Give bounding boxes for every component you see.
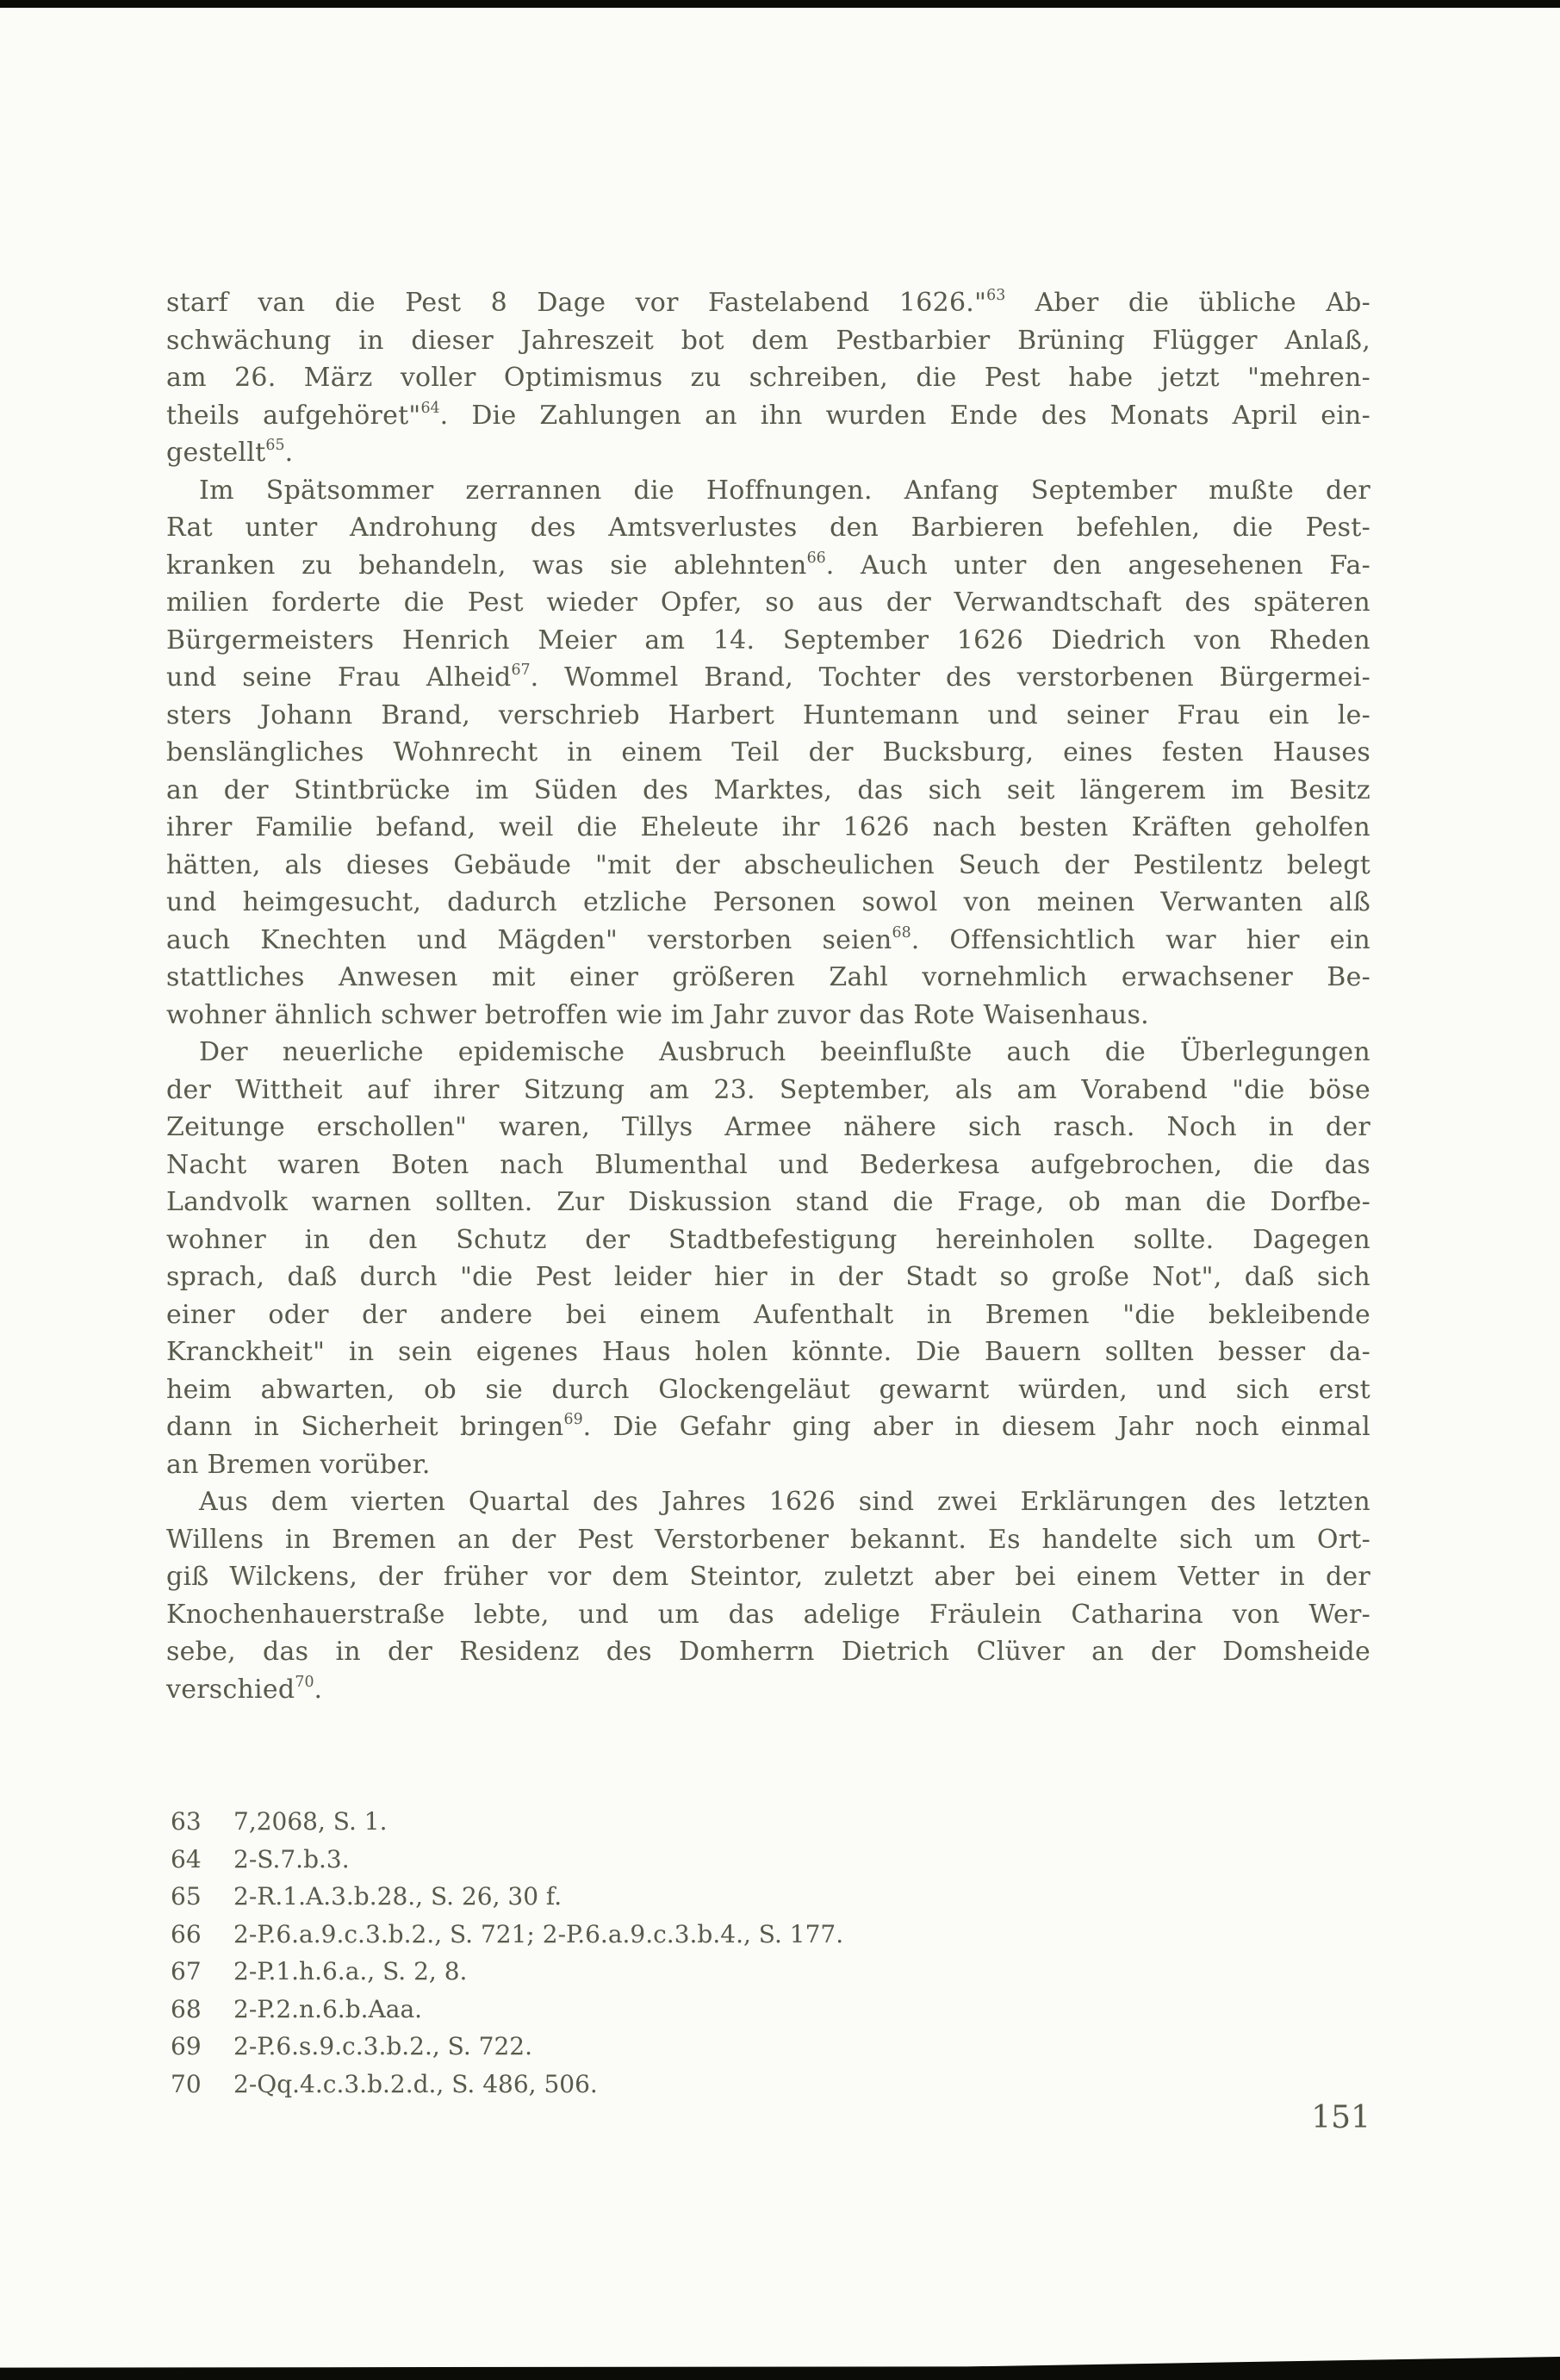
footnote-number: 64 [171,1844,202,1874]
text-line: verschied$^{70}$. [166,1673,323,1705]
text-line: Der neuerliche epidemische Ausbruch beeinflußte auch die Überlegungen [199,1037,1370,1067]
footnote [171,1841,1370,1879]
footnote-ref: 66 [806,549,826,567]
text-line: und heimgesucht, dadurch etzliche Personen sowol von meinen Verwanten alß [166,887,1370,917]
footnote-ref: 68 [892,923,911,941]
footnote-number: 67 [171,1957,202,1985]
text-line: sprach, daß durch "die Pest leider hier in der Stadt so große Not", daß sich [166,1262,1370,1292]
footnote-text: 2-P.6.s.9.c.3.b.2., S. 722. [233,2032,533,2060]
footnote-ref: 63 [986,287,1006,305]
text-line: milien forderte die Pest wieder Opfer, so aus der Verwandtschaft des späteren [166,587,1370,618]
text-line: stattliches Anwesen mit einer größeren Zahl vornehmlich erwachsener Be- [166,962,1370,992]
text-line: sebe, das in der Residenz des Domherrn Dietrich Clüver an der Domsheide [166,1637,1370,1667]
footnote [171,2028,1370,2066]
footnote [171,1991,1370,2029]
footnote-text: 2-P.6.a.9.c.3.b.2., S. 721; 2-P.6.a.9.c.3.b.4., S. 177. [233,1919,844,1948]
text-line: Kranckheit" in sein eigenes Haus holen könnte. Die Bauern sollten besser da- [166,1337,1370,1367]
text-line: einer oder der andere bei einem Aufenthalt in Bremen "die bekleibende [166,1299,1370,1330]
text-line: Nacht waren Boten nach Blumenthal und Bederkesa aufgebrochen, die das [166,1149,1370,1180]
text-line: Rat unter Androhung des Amtsverlustes den Barbieren befehlen, die Pest- [166,513,1370,543]
text-line: benslängliches Wohnrecht in einem Teil der Bucksburg, eines festen Hauses [166,737,1370,767]
footnote-number: 65 [171,1882,202,1911]
text-line: an Bremen vorüber. [166,1449,431,1480]
text-line: am 26. März voller Optimismus zu schreiben, die Pest habe jetzt "mehren- [166,363,1370,393]
footnote [171,2066,1370,2103]
text-line: Landvolk warnen sollten. Zur Diskussion stand die Frage, ob man die Dorfbe- [166,1187,1370,1217]
footnote-text: 2-R.1.A.3.b.28., S. 26, 30 f. [233,1882,562,1911]
text-line: und seine Frau Alheid$^{67}$. Wommel Brand, Tochter des verstorbenen Bürgermei- [166,662,1370,693]
footnote-ref: 64 [420,399,440,417]
text-line: wohner ähnlich schwer betroffen wie im Jahr zuvor das Rote Waisenhaus. [166,999,1149,1030]
page-number: 151 [1311,2100,1370,2135]
text-line: ihrer Familie befand, weil die Eheleute ihr 1626 nach besten Kräften geholfen [166,812,1370,842]
body-text [166,284,1370,1708]
footnote [171,1916,1370,1954]
footnote [171,1953,1370,1991]
text-line: hätten, als dieses Gebäude "mit der abscheulichen Seuch der Pestilentz belegt [166,849,1370,880]
text-line: kranken zu behandeln, was sie ablehnten$^{66}$. Auch unter den angesehenen Fa- [166,549,1370,581]
footnote-number: 63 [171,1807,202,1836]
footnote-ref: 70 [295,1673,314,1691]
footnote-text: 7,2068, S. 1. [233,1807,388,1836]
footnotes [171,1803,1370,2103]
scan-edge-bottom [0,2354,1560,2380]
footnote-number: 66 [171,1919,202,1948]
text-line: schwächung in dieser Jahreszeit bot dem Pestbarbier Brüning Flügger Anlaß, [166,325,1370,356]
footnote-number: 68 [171,1994,202,2023]
text-line: an der Stintbrücke im Süden des Marktes, das sich seit längerem im Besitz [166,774,1370,805]
text-line: wohner in den Schutz der Stadtbefestigung hereinholen sollte. Dagegen [166,1224,1370,1255]
text-line: der Wittheit auf ihrer Sitzung am 23. September, als am Vorabend "die böse [166,1074,1370,1105]
text-line: auch Knechten und Mägden" verstorben seien$^{68}$. Offensichtlich war hier ein [166,923,1371,955]
footnote [171,1878,1370,1916]
text-line: Aus dem vierten Quartal des Jahres 1626 sind zwei Erklärungen des letzten [199,1487,1370,1517]
text-line: starf van die Pest 8 Dage vor Fastelabend 1626."$^{63}$ Aber die übliche Ab- [166,287,1370,318]
footnote-text: 2-P.1.h.6.a., S. 2, 8. [233,1957,468,1985]
text-line: Willens in Bremen an der Pest Verstorbener bekannt. Es handelte sich um Ort- [166,1524,1370,1555]
footnote-text: 2-P.2.n.6.b.Aaa. [233,1994,423,2023]
text-line: dann in Sicherheit bringen$^{69}$. Die Gefahr ging aber in diesem Jahr noch einmal [166,1411,1370,1442]
text-line: heim abwarten, ob sie durch Glockengeläut gewarnt würden, und sich erst [166,1374,1370,1405]
footnote-ref: 67 [511,662,531,680]
footnote-text: 2-Qq.4.c.3.b.2.d., S. 486, 506. [233,2069,598,2098]
footnote-number: 69 [171,2032,202,2060]
footnote-number: 70 [171,2069,202,2098]
text-line: giß Wilckens, der früher vor dem Steintor, zuletzt aber bei einem Vetter in der [166,1562,1370,1592]
text-line: sters Johann Brand, verschrieb Harbert Huntemann und seiner Frau ein le- [166,699,1370,730]
text-line: Zeitunge erschollen" waren, Tillys Armee nähere sich rasch. Noch in der [166,1112,1370,1142]
scan-edge-top [0,0,1560,8]
text-line: Im Spätsommer zerrannen die Hoffnungen. Anfang September mußte der [199,475,1370,506]
text-line: Knochenhauerstraße lebte, und um das adelige Fräulein Catharina von Wer- [166,1599,1370,1630]
footnote [171,1803,1370,1841]
text-line: theils aufgehöret"$^{64}$. Die Zahlungen an ihn wurden Ende des Monats April ein- [166,399,1370,431]
footnote-ref: 65 [265,437,285,455]
text-line: Bürgermeisters Henrich Meier am 14. September 1626 Diedrich von Rheden [166,625,1370,656]
footnote-ref: 69 [563,1411,583,1429]
text-line: gestellt$^{65}$. [166,437,294,468]
footnote-text: 2-S.7.b.3. [233,1844,350,1874]
